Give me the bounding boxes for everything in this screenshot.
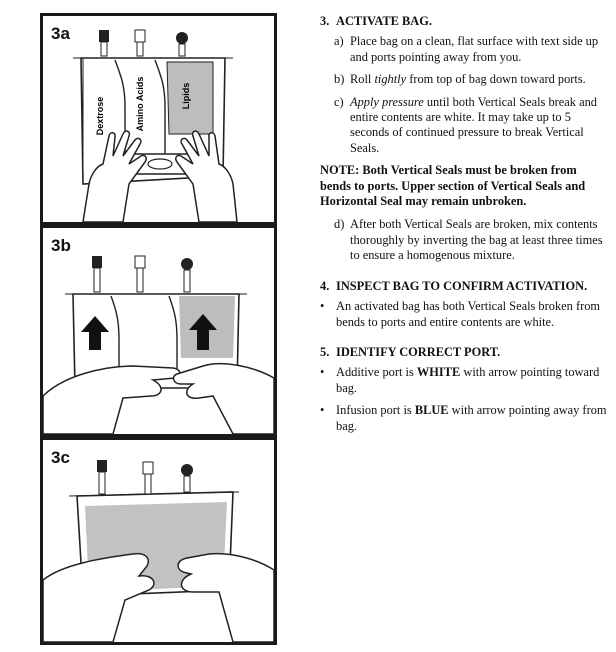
port-icon (176, 32, 188, 56)
section-3-heading: 3. ACTIVATE BAG. (320, 14, 432, 28)
illustration-panel-3b (40, 225, 277, 437)
port-icon (99, 30, 109, 56)
section-5-heading: 5. IDENTIFY CORRECT PORT. (320, 344, 501, 359)
step-3c: c) Apply pressure until both Vertical Seals break and entire contents are white. It may take up to 5 seconds of continued pressure to break Vertical Seals. (334, 94, 597, 155)
activation-note: NOTE: Both Vertical Seals must be broken from bends to ports. Upper section of Vertical Seals and Horizontal Seal may remain unbroken. (320, 163, 586, 209)
step-3a: a) Place bag on a clean, flat surface with text side up and ports pointing away from you. (334, 34, 599, 64)
lipids-label: Lipids (181, 82, 191, 110)
panel-label: 3a (51, 24, 70, 43)
amino-acids-label: Amino Acids (135, 76, 145, 132)
section-4-heading: 4. INSPECT BAG TO CONFIRM ACTIVATION. (320, 278, 588, 293)
dextrose-label: Dextrose (95, 96, 105, 136)
bag-mixing-illustration (43, 440, 274, 642)
panel-label: 3b (51, 236, 71, 255)
port-icon (97, 460, 107, 494)
illustration-panel-3c (40, 437, 277, 645)
port-icon (181, 464, 193, 492)
port-icon (92, 256, 102, 292)
port-icon (135, 30, 145, 56)
bag-pressure-illustration (43, 228, 274, 434)
bag-rolling-illustration (43, 16, 274, 222)
inspect-bullet: • An activated bag has both Vertical Seals broken from bends to ports and entire contents are white. (320, 299, 601, 329)
infusion-port-bullet: • Infusion port is BLUE with arrow pointing away from bag. (320, 403, 607, 433)
port-icon (181, 258, 193, 292)
illustration-panel-3a (40, 13, 277, 225)
port-icon (143, 462, 153, 494)
additive-port-bullet: • Additive port is WHITE with arrow pointing toward bag. (320, 365, 600, 395)
port-icon (135, 256, 145, 292)
step-3d: d) After both Vertical Seals are broken, mix contents thoroughly by inverting the bag at least three times to ensure a homogenous mixture. (334, 217, 603, 263)
instructions (320, 14, 610, 441)
step-3b: b) Roll tightly from top of bag down toward ports. (334, 72, 586, 87)
panel-label: 3c (51, 448, 70, 467)
